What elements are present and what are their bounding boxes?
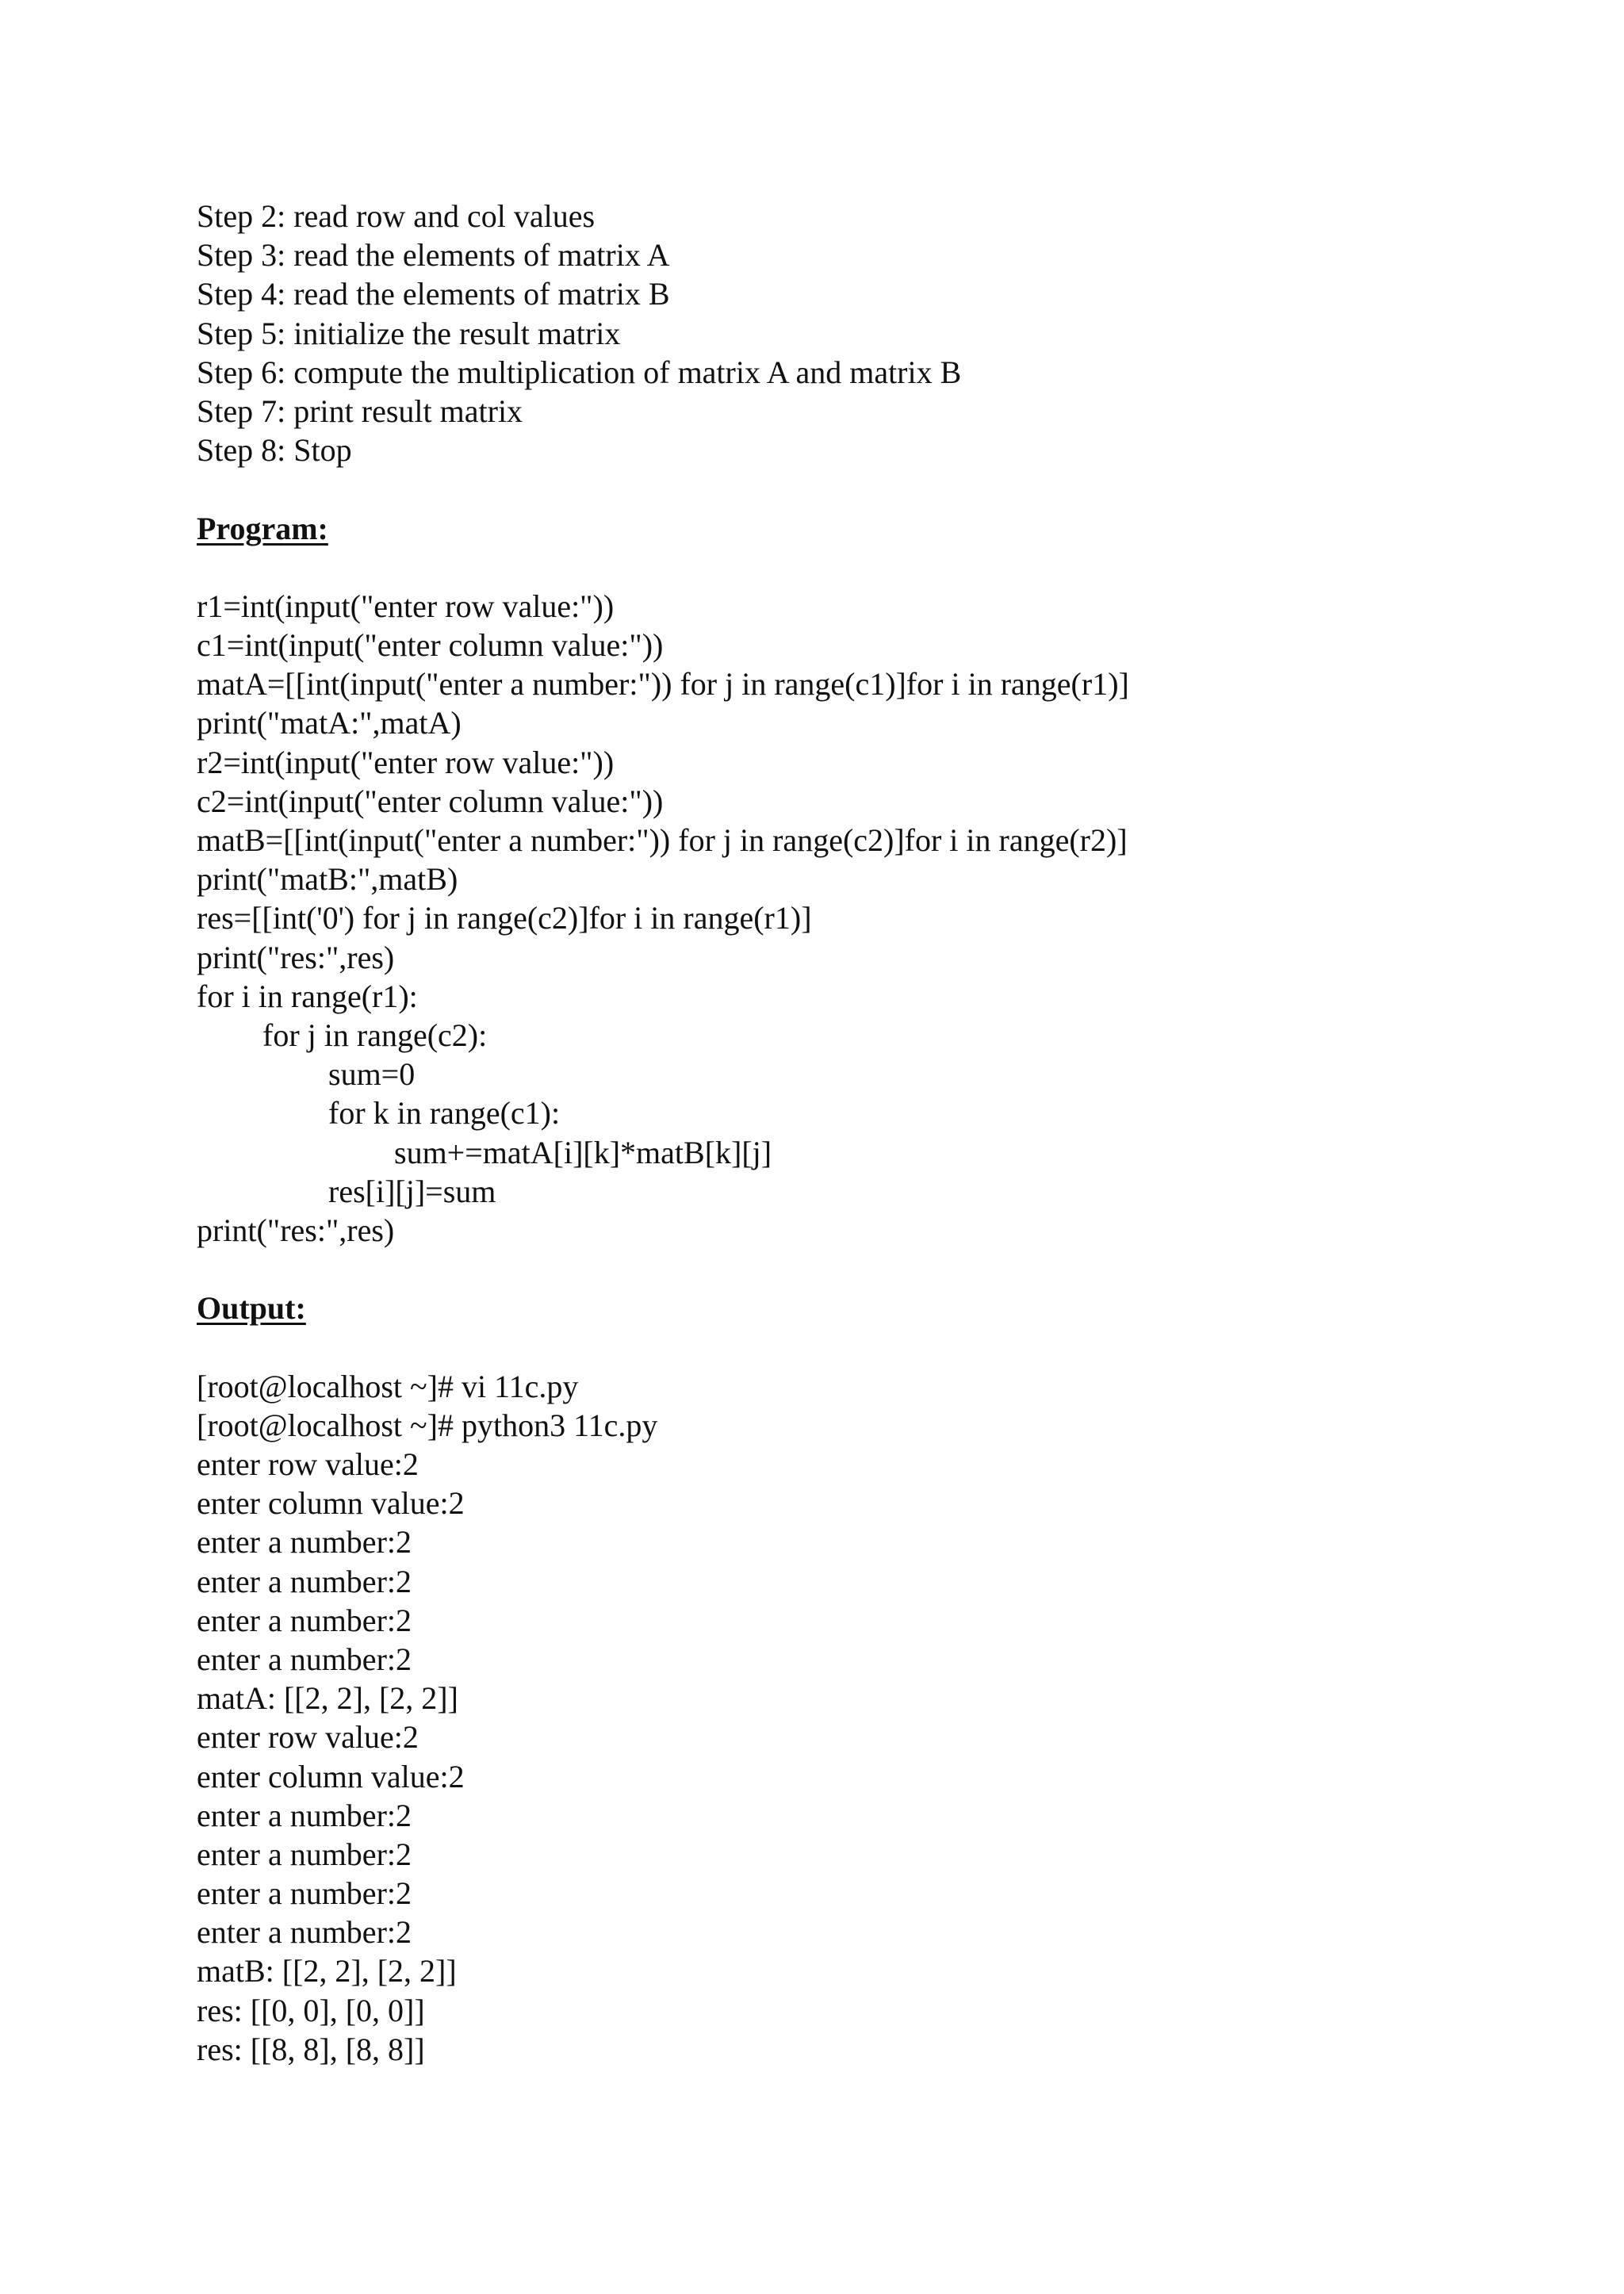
step-line: Step 3: read the elements of matrix A [197, 237, 670, 274]
code-line: r1=int(input("enter row value:")) [197, 588, 615, 624]
output-line: enter column value:2 [197, 1485, 465, 1522]
output-line: enter a number:2 [197, 1563, 412, 1599]
spacer [197, 548, 1434, 587]
output-line: enter a number:2 [197, 1641, 412, 1677]
code-line: res[i][j]=sum [328, 1173, 496, 1209]
code-line: print("res:",res) [197, 1212, 395, 1248]
output-line: enter a number:2 [197, 1875, 412, 1912]
code-line: print("res:",res) [197, 939, 395, 975]
step-line: Step 6: compute the multiplication of matrix A and matrix B [197, 354, 962, 390]
step-line: Step 5: initialize the result matrix [197, 315, 621, 351]
output-line: enter a number:2 [197, 1524, 412, 1561]
code-line: sum+=matA[i][k]*matB[k][j] [394, 1134, 772, 1170]
output-line: [root@localhost ~]# vi 11c.py [197, 1368, 579, 1404]
document-page [197, 197, 1434, 2069]
spacer [197, 1327, 1434, 1366]
output-line: res: [[0, 0], [0, 0]] [197, 1992, 425, 2028]
code-line: matA=[[int(input("enter a number:")) for j in range(c1)]for i in range(r1)] [197, 666, 1129, 703]
step-line: Step 8: Stop [197, 432, 352, 469]
code-line: for k in range(c1): [328, 1095, 561, 1132]
code-line: print("matA:",matA) [197, 705, 462, 741]
output-line: enter row value:2 [197, 1446, 419, 1482]
spacer [197, 469, 1434, 508]
code-line: c1=int(input("enter column value:")) [197, 627, 664, 664]
code-line: print("matB:",matB) [197, 861, 458, 898]
code-line: matB=[[int(input("enter a number:")) for j in range(c2)]for i in range(r2)] [197, 822, 1128, 858]
output-line: matB: [[2, 2], [2, 2]] [197, 1953, 457, 1990]
output-line: enter a number:2 [197, 1914, 412, 1951]
code-line: for j in range(c2): [262, 1017, 488, 1053]
spacer [197, 1250, 1434, 1289]
code-line: sum=0 [328, 1056, 416, 1093]
program-code [197, 587, 1434, 1250]
code-line: r2=int(input("enter row value:")) [197, 744, 615, 780]
output-line: matA: [[2, 2], [2, 2]] [197, 1680, 458, 1717]
output-line: enter a number:2 [197, 1797, 412, 1833]
code-line: for i in range(r1): [197, 978, 418, 1014]
step-line: Step 2: read row and col values [197, 198, 596, 234]
output-line: [root@localhost ~]# python3 11c.py [197, 1407, 658, 1443]
step-line: Step 4: read the elements of matrix B [197, 276, 670, 312]
output-line: enter a number:2 [197, 1836, 412, 1872]
algorithm-steps [197, 197, 1434, 469]
step-line: Step 7: print result matrix [197, 393, 523, 429]
code-line: res=[[int('0') for j in range(c2)]for i in range(r1)] [197, 900, 812, 936]
output-line: enter row value:2 [197, 1719, 419, 1756]
program-heading: Program: [197, 510, 328, 546]
code-line: c2=int(input("enter column value:")) [197, 783, 664, 819]
output-heading: Output: [197, 1290, 306, 1327]
output-line: enter a number:2 [197, 1602, 412, 1638]
output-line: res: [[8, 8], [8, 8]] [197, 2031, 425, 2067]
program-output [197, 1367, 1434, 2069]
output-line: enter column value:2 [197, 1758, 465, 1794]
